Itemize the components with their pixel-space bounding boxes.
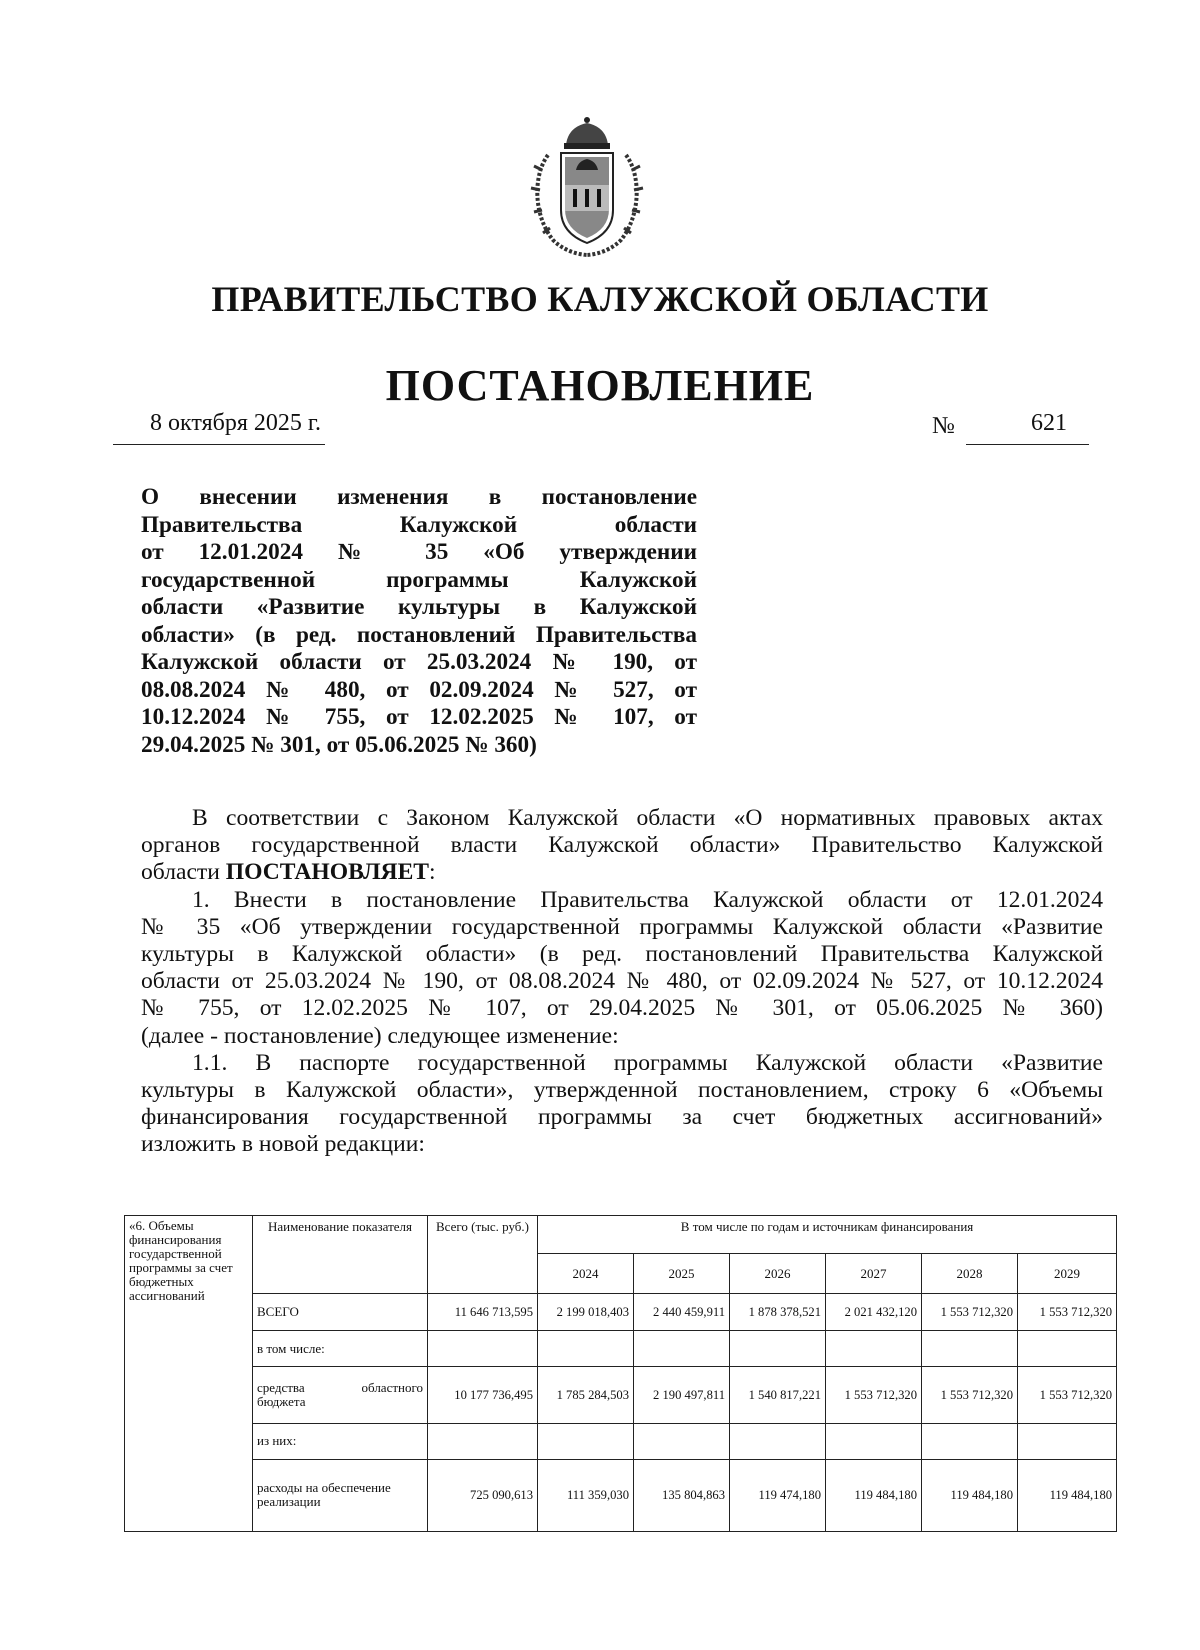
total-cell: 11 646 713,595 [428, 1294, 538, 1331]
body-text: : [429, 859, 436, 886]
subject-line: 10.12.2024 № 755, от 12.02.2025 № 107, от [141, 704, 697, 730]
row-label [253, 1459, 428, 1531]
total-cell: 725 090,613 [428, 1459, 538, 1531]
value-cell: 119 474,180 [730, 1459, 826, 1531]
value-cell: 2 190 497,811 [634, 1367, 730, 1423]
row-label-line: бюджета [257, 1394, 306, 1410]
document-type-title: ПОСТАНОВЛЕНИЕ [385, 361, 815, 410]
value-cell [826, 1331, 922, 1367]
number-field [966, 410, 1089, 445]
year-header: 2027 [826, 1254, 922, 1294]
body-line: органов государственной власти Калужской области» Правительство Калужской [141, 832, 1103, 859]
body-line: финансирования государственной программы за счет бюджетных ассигнований» [141, 1104, 1103, 1131]
value-cell: 1 553 712,320 [1018, 1294, 1117, 1331]
table-row [125, 1367, 1117, 1423]
body-line [141, 859, 1103, 886]
subject-line: области» (в ред. постановлений Правительства [141, 621, 697, 648]
body-line: культуры в Калужской области», утвержденной постановлением, строку 6 «Объемы [141, 1076, 1103, 1103]
value-cell [730, 1331, 826, 1367]
value-cell: 1 878 378,521 [730, 1294, 826, 1331]
row-label-line: средства областного [257, 1380, 423, 1396]
subject-line: Правительства Калужской области [141, 511, 697, 538]
year-header: 2024 [538, 1254, 634, 1294]
value-cell: 1 553 712,320 [1018, 1367, 1117, 1423]
body-line: (далее - постановление) следующее изменение: [141, 1022, 619, 1049]
body-line: № 35 «Об утверждении государственной программы Калужской области «Развитие [141, 913, 1103, 940]
year-header: 2026 [730, 1254, 826, 1294]
year-header: 2025 [634, 1254, 730, 1294]
body-line: 1.1. В паспорте государственной программы Калужской области «Развитие [192, 1049, 1103, 1076]
table-row [125, 1459, 1117, 1531]
value-cell [826, 1423, 922, 1459]
financing-table [124, 1215, 1117, 1532]
document-subject [141, 484, 697, 759]
subject-line: Калужской области от 25.03.2024 № 190, от [141, 649, 697, 675]
document-number: 621 [1031, 410, 1067, 436]
table-row [125, 1423, 1117, 1459]
total-cell [428, 1423, 538, 1459]
total-cell: 10 177 736,495 [428, 1367, 538, 1423]
value-cell: 111 359,030 [538, 1459, 634, 1531]
value-cell: 2 021 432,120 [826, 1294, 922, 1331]
value-cell: 1 553 712,320 [826, 1367, 922, 1423]
row-label: в том числе: [253, 1331, 428, 1367]
col-total-header: Всего (тыс. руб.) [428, 1216, 538, 1294]
value-cell [1018, 1331, 1117, 1367]
row-label: ВСЕГО [253, 1294, 428, 1331]
subject-line: области «Развитие культуры в Калужской [141, 594, 697, 620]
body-line: области от 25.03.2024 № 190, от 08.08.2024 № 480, от 02.09.2024 № 527, от 10.12.2024 [141, 968, 1103, 995]
value-cell [922, 1423, 1018, 1459]
value-cell: 2 440 459,911 [634, 1294, 730, 1331]
body-text: области [141, 859, 226, 886]
subject-line: О внесении изменения в постановление [141, 484, 697, 510]
col-indicator-header: Наименование показателя [253, 1216, 428, 1294]
date-field [113, 410, 325, 445]
value-cell: 119 484,180 [1018, 1459, 1117, 1531]
table-row [125, 1331, 1117, 1367]
value-cell [1018, 1423, 1117, 1459]
value-cell [730, 1423, 826, 1459]
value-cell: 135 804,863 [634, 1459, 730, 1531]
value-cell [538, 1331, 634, 1367]
value-cell: 1 540 817,221 [730, 1367, 826, 1423]
body-line: 1. Внести в постановление Правительства Калужской области от 12.01.2024 [192, 886, 1103, 913]
value-cell: 2 199 018,403 [538, 1294, 634, 1331]
value-cell: 119 484,180 [922, 1459, 1018, 1531]
row-label: из них: [253, 1423, 428, 1459]
value-cell: 1 553 712,320 [922, 1367, 1018, 1423]
row-label-line: реализации [257, 1494, 321, 1510]
year-header: 2028 [922, 1254, 1018, 1294]
document-date: 8 октября 2025 г. [150, 410, 321, 436]
kaluga-coat-of-arms-icon [528, 115, 646, 260]
col-group-header: В том числе по годам и источникам финансирования [538, 1216, 1117, 1254]
subject-line: 29.04.2025 № 301, от 05.06.2025 № 360) [141, 731, 537, 758]
value-cell [538, 1423, 634, 1459]
subject-line: государственной программы Калужской [141, 566, 697, 593]
row-title: «6. Объемы финансирования государственной программы за счет бюджетных ассигнований [125, 1216, 253, 1532]
value-cell: 119 484,180 [826, 1459, 922, 1531]
total-cell [428, 1331, 538, 1367]
table-row [125, 1294, 1117, 1331]
government-title: ПРАВИТЕЛЬСТВО КАЛУЖСКОЙ ОБЛАСТИ [211, 279, 989, 319]
value-cell [922, 1331, 1018, 1367]
value-cell: 1 553 712,320 [922, 1294, 1018, 1331]
year-header: 2029 [1018, 1254, 1117, 1294]
value-cell [634, 1331, 730, 1367]
number-sign: № [932, 413, 955, 439]
value-cell: 1 785 284,503 [538, 1367, 634, 1423]
body-line: изложить в новой редакции: [141, 1131, 425, 1158]
subject-line: от 12.01.2024 № 35 «Об утверждении [141, 539, 697, 565]
row-label-line: расходы на обеспечение [257, 1480, 391, 1496]
resolves-keyword: ПОСТАНОВЛЯЕТ [225, 859, 430, 886]
body-line: культуры в Калужской области» (в ред. постановлений Правительства Калужской [141, 940, 1103, 967]
document-body [141, 805, 1103, 1158]
body-line: В соответствии с Законом Калужской области «О нормативных правовых актах [192, 805, 1103, 831]
value-cell [634, 1423, 730, 1459]
row-label [253, 1367, 428, 1423]
subject-line: 08.08.2024 № 480, от 02.09.2024 № 527, от [141, 676, 697, 703]
body-line: № 755, от 12.02.2025 № 107, от 29.04.2025 № 301, от 05.06.2025 № 360) [141, 995, 1103, 1022]
